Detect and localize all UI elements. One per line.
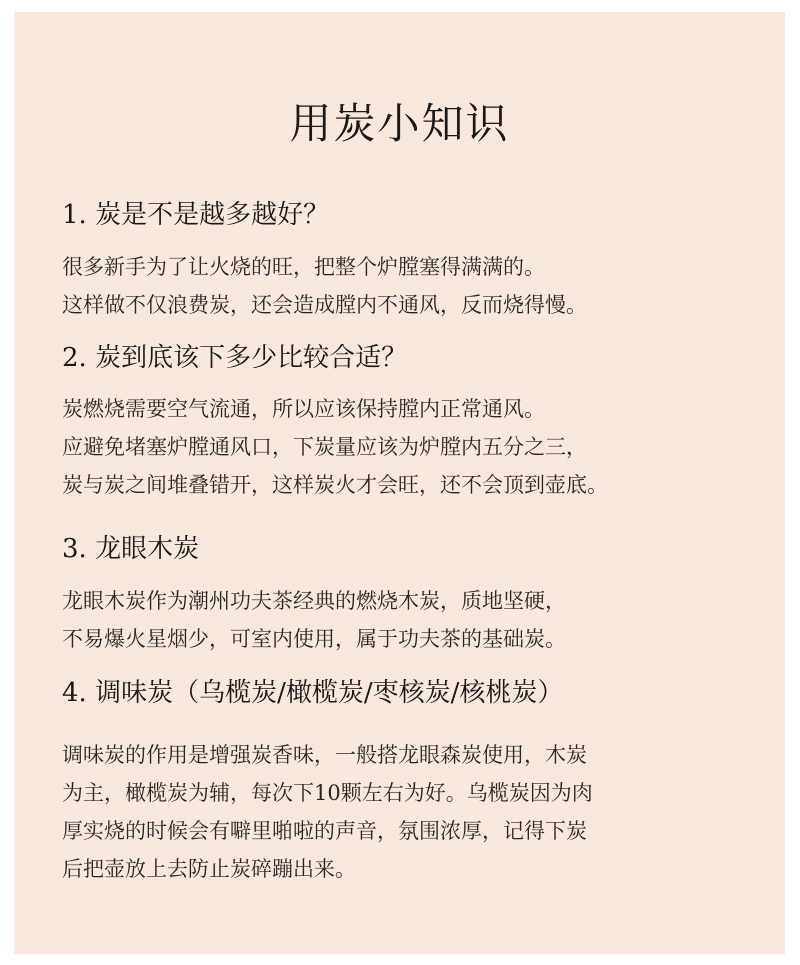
section-heading-4: 4. 调味炭（乌榄炭/橄榄炭/枣核炭/核桃炭） — [62, 678, 564, 708]
paragraph-line: 炭燃烧需要空气流通，所以应该保持膛内正常通风。 — [62, 397, 545, 421]
paragraph-line: 调味炭的作用是增强炭香味，一般搭龙眼森炭使用，木炭 — [62, 743, 587, 767]
section-heading-3: 3. 龙眼木炭 — [62, 534, 200, 564]
paragraph-line: 厚实烧的时候会有噼里啪啦的声音，氛围浓厚，记得下炭 — [62, 819, 587, 843]
paragraph-line: 龙眼木炭作为潮州功夫茶经典的燃烧木炭，质地坚硬， — [62, 589, 566, 613]
paragraph-line: 很多新手为了让火烧的旺，把整个炉膛塞得满满的。 — [62, 255, 545, 279]
page-title: 用炭小知识 — [289, 99, 510, 148]
section-body-3 — [62, 582, 752, 658]
section-heading-2: 2. 炭到底该下多少比较合适？ — [62, 343, 408, 373]
paragraph-line: 应避免堵塞炉膛通风口，下炭量应该为炉膛内五分之三， — [62, 435, 587, 459]
paragraph-line: 后把壶放上去防止炭碎蹦出来。 — [62, 857, 356, 881]
section-body-4 — [62, 736, 752, 888]
paragraph-line: 这样做不仅浪费炭，还会造成膛内不通风，反而烧得慢。 — [62, 293, 587, 317]
paragraph-line: 为主，橄榄炭为辅，每次下10颗左右为好。乌榄炭因为肉 — [62, 781, 593, 805]
knowledge-card — [14, 12, 785, 954]
section-body-1 — [62, 248, 752, 324]
paragraph-line: 不易爆火星烟少，可室内使用，属于功夫茶的基础炭。 — [62, 627, 566, 651]
paragraph-line: 炭与炭之间堆叠错开，这样炭火才会旺，还不会顶到壶底。 — [62, 473, 608, 497]
section-body-2 — [62, 390, 752, 504]
section-heading-1: 1. 炭是不是越多越好？ — [62, 200, 330, 230]
